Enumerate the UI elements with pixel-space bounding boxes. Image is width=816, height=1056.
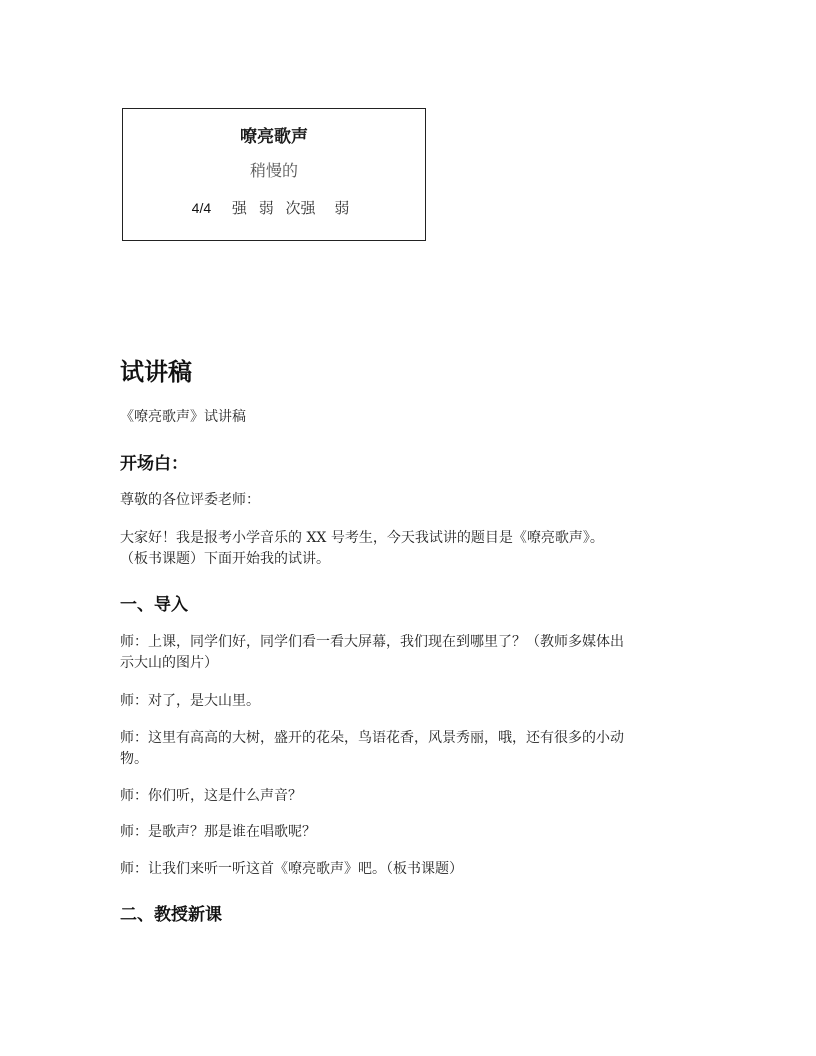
section-heading-two: 二、教授新课 xyxy=(120,905,222,925)
beat-secondary-strong: 次强 xyxy=(285,199,316,217)
dialogue-paragraph-4: 师：你们听，这是什么声音？ xyxy=(120,788,302,804)
beat-strong: 强 xyxy=(231,199,247,217)
dialogue-3-line-1: 师：这里有高高的大树，盛开的花朵，鸟语花香，风景秀丽，哦，还有很多的小动 xyxy=(120,730,624,746)
page-heading: 试讲稿 xyxy=(120,357,192,386)
blackboard-design-box xyxy=(122,108,426,241)
dialogue-3-line-2: 物。 xyxy=(120,751,148,767)
beat-weak: 弱 xyxy=(258,199,274,217)
section-heading-opening: 开场白： xyxy=(120,454,188,474)
intro-paragraph xyxy=(120,528,700,570)
dialogue-paragraph-6: 师：让我们来听一听这首《嘹亮歌声》吧。（板书课题） xyxy=(120,861,463,877)
time-signature: 4/4 xyxy=(191,200,212,216)
board-title: 嘹亮歌声 xyxy=(240,127,308,147)
intro-line-2: （板书课题）下面开始我的试讲。 xyxy=(120,551,330,567)
dialogue-1-line-2: 示大山的图片） xyxy=(120,655,218,671)
intro-line-1: 大家好！我是报考小学音乐的 XX 号考生，今天我试讲的题目是《嘹亮歌声》。 xyxy=(120,530,604,546)
beat-weak-final: 弱 xyxy=(334,199,350,217)
section-heading-one: 一、导入 xyxy=(120,595,188,615)
dialogue-paragraph-5: 师：是歌声？那是谁在唱歌呢？ xyxy=(120,824,316,840)
dialogue-paragraph-1 xyxy=(120,632,700,674)
dialogue-paragraph-3 xyxy=(120,728,700,770)
greeting-paragraph: 尊敬的各位评委老师： xyxy=(120,492,260,508)
dialogue-1-line-1: 师：上课，同学们好，同学们看一看大屏幕，我们现在到哪里了？（教师多媒体出 xyxy=(120,634,624,650)
dialogue-paragraph-2: 师：对了，是大山里。 xyxy=(120,693,260,709)
board-tempo: 稍慢的 xyxy=(249,161,298,180)
board-beat-pattern xyxy=(123,197,425,218)
doc-subtitle: 《嘹亮歌声》试讲稿 xyxy=(120,409,246,425)
